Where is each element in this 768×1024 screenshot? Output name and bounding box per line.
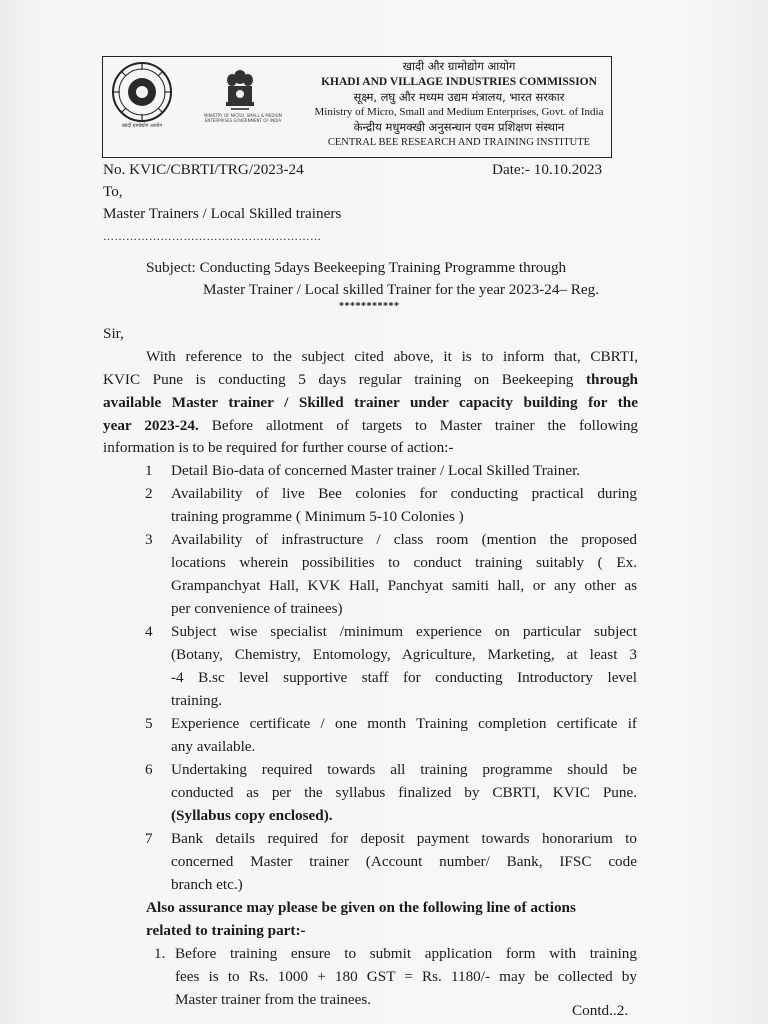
item-4-line-3: -4 B.sc level supportive staff for conducting Introductory level xyxy=(171,669,637,686)
body-line-4 xyxy=(103,415,638,437)
reference-number: No. KVIC/CBRTI/TRG/2023-24 xyxy=(103,161,304,178)
item-7-line-3: branch etc.) xyxy=(171,876,243,893)
sub-item-line-2: fees is to Rs. 1000 + 180 GST = Rs. 1180/- may be collected by xyxy=(175,968,637,985)
institute-name: CENTRAL BEE RESEARCH AND TRAINING INSTITUTE xyxy=(327,137,591,148)
sub-item-number: 1. xyxy=(154,945,166,962)
item-7-line-2: concerned Master trainer (Account number/ Bank, IFSC code xyxy=(171,853,637,870)
item-number: 4 xyxy=(145,623,153,640)
body-line-4-bold: year 2023-24. xyxy=(103,417,199,434)
addressee: Master Trainers / Local Skilled trainers xyxy=(103,205,342,222)
hindi-org-name: खादी और ग्रामोद्योग आयोग xyxy=(402,59,516,73)
assurance-line-2 xyxy=(146,920,306,942)
sub-item-line-3: Master trainer from the trainees. xyxy=(175,991,372,1008)
syllabus-note: (Syllabus copy enclosed). xyxy=(171,807,333,824)
body-line-2 xyxy=(103,369,638,391)
item-4-line-4: training. xyxy=(171,692,223,709)
body-line-3 xyxy=(103,392,638,414)
letterhead-text xyxy=(309,59,609,150)
national-emblem-icon xyxy=(223,67,257,115)
body-line-5: information is to be required for further course of action:- xyxy=(103,439,454,456)
item-3-line-3: Grampanchyat Hall, KVK Hall, Panchyat samiti hall, or any other as xyxy=(171,577,637,594)
item-5-line-2: any available. xyxy=(171,738,256,755)
assurance-line-1 xyxy=(146,897,576,919)
body-line-3-bold: available Master trainer / Skilled trainer under capacity building for the xyxy=(103,394,638,411)
letterhead xyxy=(102,56,612,158)
item-5-line-1: Experience certificate / one month Training completion certificate if xyxy=(171,715,637,732)
address-dots: ………………………………………………… xyxy=(103,231,322,243)
item-4-line-1: Subject wise specialist /minimum experience on particular subject xyxy=(171,623,637,640)
item-number: 3 xyxy=(145,531,153,548)
subject-line-2: Master Trainer / Local skilled Trainer for the year 2023-24– Reg. xyxy=(203,281,600,298)
item-3-line-1: Availability of infrastructure / class room (mention the proposed xyxy=(171,531,637,548)
emblem-caption: MINISTRY OF MICRO, SMALL & MEDIUM ENTERPRISES GOVERNMENT OF INDIA xyxy=(203,113,283,123)
letter-date: Date:- 10.10.2023 xyxy=(492,161,603,178)
body-line-2-bold: through xyxy=(585,371,638,388)
item-1-line-1: Detail Bio-data of concerned Master trainer / Local Skilled Trainer. xyxy=(171,462,581,479)
item-number: 1 xyxy=(145,462,153,479)
item-6-line-2: conducted as per the syllabus finalized by CBRTI, KVIC Pune. xyxy=(171,784,637,801)
item-number: 6 xyxy=(145,761,153,778)
item-4-line-2: (Botany, Chemistry, Entomology, Agriculture, Marketing, at least 3 xyxy=(171,646,637,663)
item-number: 5 xyxy=(145,715,153,732)
kvic-logo-caption: खादी ग्रामोद्योग आयोग xyxy=(121,123,163,129)
salutation: Sir, xyxy=(103,325,124,342)
item-number: 7 xyxy=(145,830,153,847)
ministry-name: Ministry of Micro, Small and Medium Enterprises, Govt. of India xyxy=(314,106,604,118)
item-3-line-2: locations wherein possibilities to conduct training suitably ( Ex. xyxy=(171,554,637,571)
hindi-ministry-name: सूक्ष्म, लघु और मध्यम उद्यम मंत्रालय, भारत सरकार xyxy=(353,90,565,104)
kvic-logo-icon xyxy=(111,61,173,123)
to-label: To, xyxy=(103,183,123,200)
body-line-4-text: Before allotment of targets to Master trainer the following xyxy=(198,417,639,434)
hindi-institute-name: केन्द्रीय मधुमक्खी अनुसन्धान एवम प्रशिक्षण संस्थान xyxy=(353,120,565,134)
item-6-bold-line xyxy=(171,805,333,827)
item-6-line-1: Undertaking required towards all training programme should be xyxy=(171,761,637,778)
item-number: 2 xyxy=(145,485,153,502)
assurance-text-2: related to training part:- xyxy=(146,922,306,939)
org-name: KHADI AND VILLAGE INDUSTRIES COMMISSION xyxy=(321,76,597,88)
subject-stars: *********** xyxy=(339,301,400,312)
item-3-line-4: per convenience of trainees) xyxy=(171,600,343,617)
item-7-line-1: Bank details required for deposit payment towards honorarium to xyxy=(171,830,637,847)
item-2-line-1: Availability of live Bee colonies for conducting practical during xyxy=(171,485,637,502)
sub-item-line-1: Before training ensure to submit application form with training xyxy=(175,945,637,962)
assurance-text-1: Also assurance may please be given on the following line of actions xyxy=(146,899,576,916)
continued-marker: Contd..2. xyxy=(572,1002,629,1019)
body-line-2-text: KVIC Pune is conducting 5 days regular training on Beekeeping xyxy=(103,371,586,388)
subject-line-1: Subject: Conducting 5days Beekeeping Training Programme through xyxy=(146,259,567,276)
body-line-1: With reference to the subject cited above, it is to inform that, CBRTI, xyxy=(146,348,638,365)
item-2-line-2: training programme ( Minimum 5-10 Colonies ) xyxy=(171,508,464,525)
